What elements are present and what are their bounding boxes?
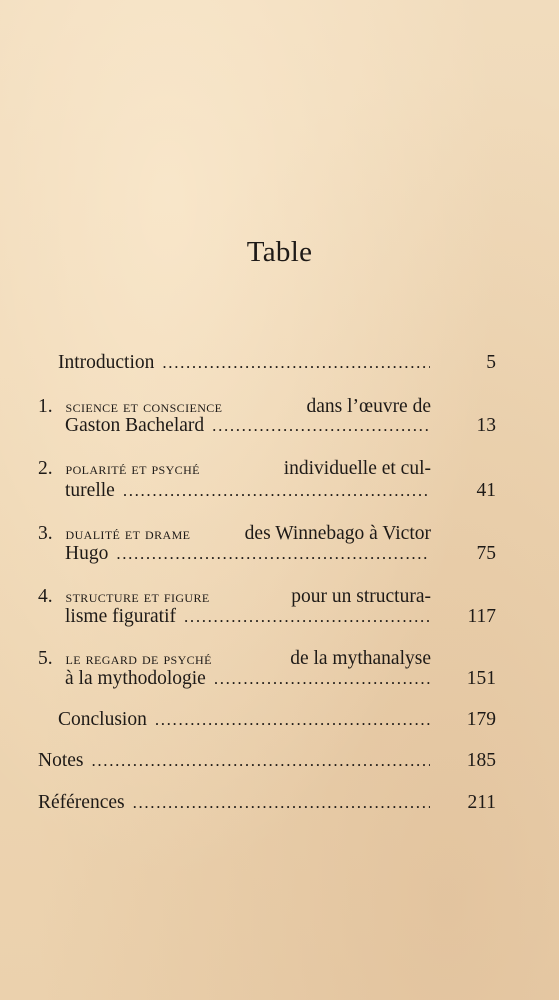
toc-label: lisme figuratif [65,606,177,627]
toc-title-rest: de la mythanalyse [290,648,431,669]
toc-entry-references [38,790,436,816]
toc-number: 1. [38,396,53,417]
toc-entry-conclusion [58,707,436,733]
toc-caps-title: dualité et drame [65,524,191,543]
toc-title-rest: pour un structura- [291,586,431,607]
toc-page-number: 151 [466,668,496,689]
toc-page-number: 211 [467,792,496,813]
toc-page-number: 75 [476,543,496,564]
toc-entry-1-line2 [65,413,436,439]
dot-leader [133,790,430,816]
toc-page-number: 179 [466,709,496,730]
toc-page-number: 13 [476,415,496,436]
dot-leader [116,541,430,567]
toc-caps-title: le regard de psyché [65,649,212,668]
toc-label: Hugo [65,543,109,564]
toc-caps-title: structure et figure [65,587,210,606]
toc-entry-notes [38,748,436,774]
toc-number: 5. [38,648,53,669]
page-title: Table [246,236,313,268]
toc-number: 4. [38,586,53,607]
toc-page-number: 41 [476,480,496,501]
toc-label: Conclusion [58,709,147,730]
toc-entry-2-line2 [65,478,436,504]
toc-caps-title: polarité et psyché [65,459,200,478]
dot-leader [123,478,430,504]
dot-leader [212,413,430,439]
toc-title-rest: individuelle et cul- [283,458,431,479]
toc-label: Références [38,792,125,813]
toc-label: Introduction [58,352,155,373]
toc-entry-5-line2 [65,666,436,692]
toc-number: 3. [38,523,53,544]
toc-page-number: 117 [467,606,496,627]
toc-entry-introduction [58,350,436,376]
dot-leader [155,707,430,733]
toc-caps-title: science et conscience [65,397,223,416]
toc-label: turelle [65,480,115,501]
toc-entry-4-line2 [65,604,436,630]
toc-page-number: 5 [486,352,496,373]
toc-number: 2. [38,458,53,479]
dot-leader [184,604,430,630]
toc-label: Notes [38,750,84,771]
toc-title-rest: dans l’œuvre de [306,396,431,417]
dot-leader [92,748,431,774]
toc-page-number: 185 [466,750,496,771]
dot-leader [162,350,430,376]
toc-title-rest: des Winnebago à Victor [244,523,431,544]
toc-entry-3-line2 [65,541,436,567]
dot-leader [214,666,430,692]
toc-label: à la mythodologie [65,668,206,689]
toc-label: Gaston Bachelard [65,415,205,436]
